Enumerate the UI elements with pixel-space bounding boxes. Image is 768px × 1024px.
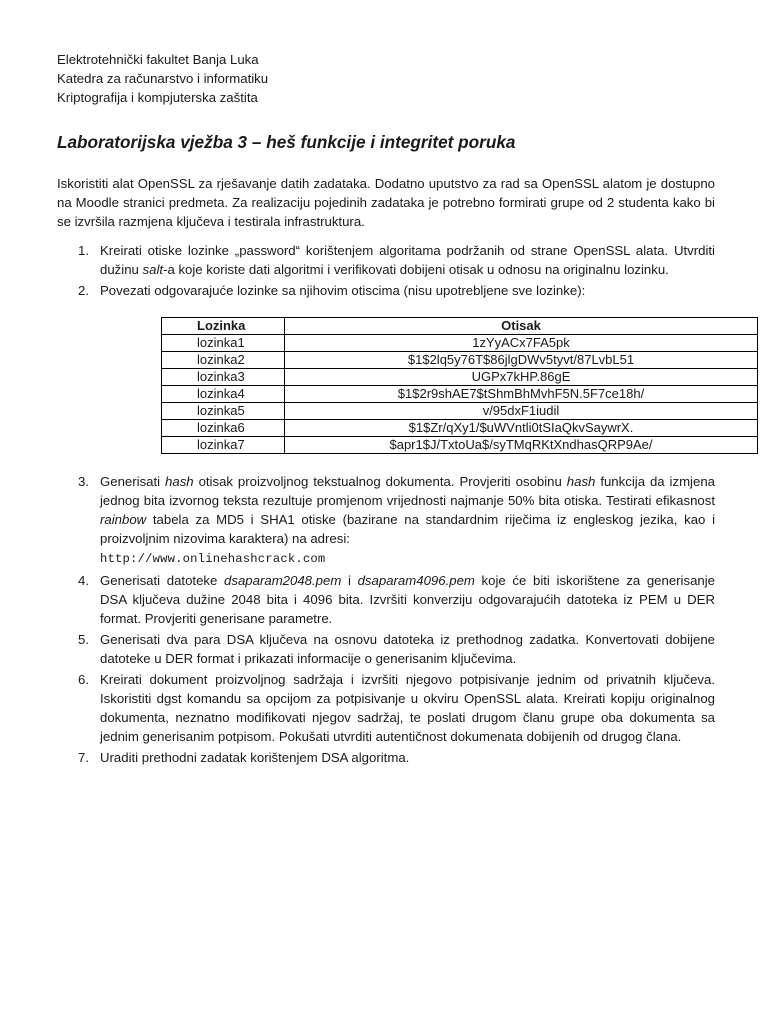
column-header-lozinka: Lozinka (162, 318, 285, 335)
table-row: lozinka1 1zYyACx7FA5pk (162, 335, 758, 352)
intro-paragraph: Iskoristiti alat OpenSSL za rješavanje datih zadataka. Dodatno uputstvo za rad sa OpenSSL alatom je dostupno na Moodle stranici predmeta. Za realizaciju pojedinih zadataka je potrebno formirati grupe od 2 studenta kako bi se izvršila razmjena ključeva i testirala infrastruktura. (57, 176, 715, 229)
task-item-5: 5. Generisati dva para DSA ključeva na osnovu datoteka iz prethodnog zadatka. Konvertovati dobijene datoteke u DER format i prikazati informacije o generisanim ključevima. (78, 632, 715, 666)
table-row: lozinka4 $1$2r9shAE7$tShmBhMvhF5N.5F7ce18h/ (162, 386, 758, 403)
column-header-otisak: Otisak (285, 318, 758, 335)
task-item-7: 7. Uraditi prethodni zadatak korištenjem DSA algoritma. (78, 750, 410, 765)
task-number: 3. (78, 474, 89, 489)
document-header (57, 50, 715, 107)
task-number: 1. (78, 243, 89, 258)
hash-crack-url[interactable]: http://www.onlinehashcrack.com (100, 552, 326, 566)
table-row: lozinka6 $1$Zr/qXy1/$uWVntli0tSIaQkvSaywrX. (162, 420, 758, 437)
task-number: 5. (78, 632, 89, 647)
document-page (57, 50, 715, 769)
table-header-row (162, 318, 758, 335)
task-item-6: 6. Kreirati dokument proizvoljnog sadržaja i izvršiti njegovo potpisivanje jednim od privatnih ključeva. Iskoristiti dgst komandu sa opcijom za potpisivanje u okviru OpenSSL alata. Kreirati kopiju originalnog dokumenta, neznatno modifikovati njegov sadržaj, te poslati drugom članu grupe oba dokumenta sa jednim generisanim potpisom. Pokušati utvrditi autentičnost dokumenata dobijenih od drugog člana. (78, 672, 715, 744)
table-row: lozinka3 UGPx7kHP.86gE (162, 369, 758, 386)
task-item-3: 3. Generisati hash otisak proizvoljnog tekstualnog dokumenta. Provjeriti osobinu hash funkcija da izmjena jednog bita izvornog teksta rezultuje promjenom vrijednosti najmanje 50% bita otiska. Testirati efikasnost rainbow tabela za MD5 i SHA1 otiske (bazirane na standardnim riječima iz engleskog jezika, kao i proizvoljnim nizovima karaktera) na adresi: http://www.onlinehashcrack.com (78, 474, 715, 566)
table-row: lozinka5 v/95dxF1iudil (162, 403, 758, 420)
task-item-4: 4. Generisati datoteke dsaparam2048.pem i dsaparam4096.pem koje će biti iskorištene za generisanje DSA ključeva dužine 2048 bita i 4096 bita. Izvršiti konverziju odgovarajućih datoteka iz PEM u DER format. Provjeriti generisane parametre. (78, 573, 715, 626)
document-title: Laboratorijska vježba 3 – heš funkcije i integritet poruka (57, 132, 516, 152)
task-list (57, 241, 715, 767)
course-name: Kriptografija i kompjuterska zaštita (57, 90, 258, 105)
task-number: 4. (78, 573, 89, 588)
table-row: lozinka7 $apr1$J/TxtoUa$/syTMqRKtXndhasQRP9Ae/ (162, 437, 758, 454)
faculty-name: Elektrotehnički fakultet Banja Luka (57, 52, 259, 67)
password-hash-table (161, 317, 758, 454)
task-item-2: 2. Povezati odgovarajuće lozinke sa njihovim otiscima (nisu upotrebljene sve lozinke): Lozinka Otisak lozinka1 1zYyACx7FA5pk lozinka2 $1$2lq5y76T$86jlgDWv5tyvt/87LvbL51 lozinka3 UGPx7kHP.86gE lozinka4 $1$2r9shAE7$tShmBhMvhF5N.5F7ce18h/ lozinka5 v/95dxF1iudil lozinka6 $1$Zr/qXy1/$uWVntli0tSIaQkvSaywrX. lozinka7 $apr1$J/TxtoUa$/syTMqRKtXndhasQRP9Ae/ (57, 281, 715, 454)
task-number: 7. (78, 750, 89, 765)
task-number: 2. (78, 283, 89, 298)
department-name: Katedra za računarstvo i informatiku (57, 71, 269, 86)
task-item-1: 1. Kreirati otiske lozinke „password“ korištenjem algoritama podržanih od strane OpenSSL alata. Utvrditi dužinu salt-a koje koriste dati algoritmi i verifikovati dobijeni otisak u odnosu na originalnu lozinku. (78, 243, 715, 277)
task-number: 6. (78, 672, 89, 687)
table-row: lozinka2 $1$2lq5y76T$86jlgDWv5tyvt/87LvbL51 (162, 352, 758, 369)
